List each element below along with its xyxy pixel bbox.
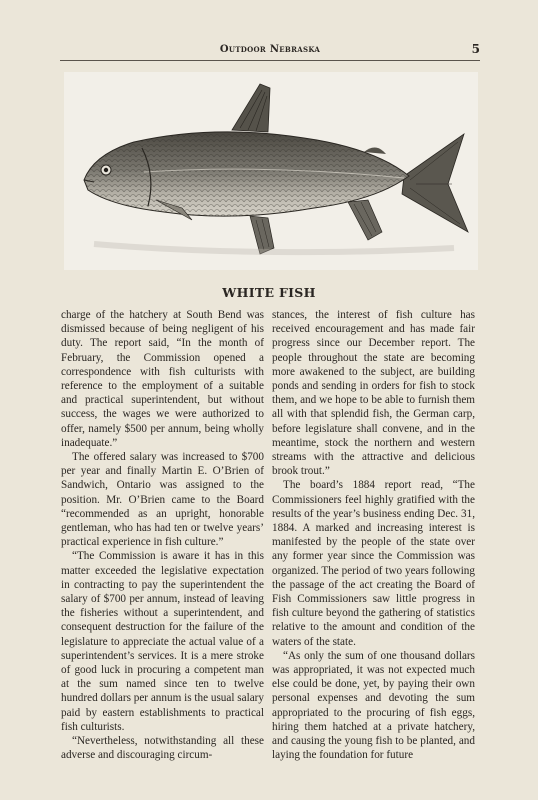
white-fish-icon — [64, 72, 478, 270]
paragraph: charge of the hatchery at South Bend was dismissed because of being negligent of his duty. The report said, “In the month of February, the Commission opened a correspondence with fish culturists with reference to the employment of a suitable and practical superintendent, but without success, the wages we were authorized to offer, namely $500 per annum, being wholly inadequate.” — [61, 309, 264, 449]
paragraph: stances, the interest of fish culture has received encouragement and has made fair progress since our December report. The people throughout the state are becoming more awakened to the subject, are building ponds and sending in orders for fish to stock them, and we hope to be able to furnish them all with that splendid fish, the German carp, before legislature shall convene, and in the meantime, stock the northern and western streams with the attractive and delicious brook trout.” — [272, 309, 475, 478]
fish-illustration — [64, 72, 478, 270]
paragraph: The board’s 1884 report read, “The Commissioners feel highly gratified with the results of the year’s business ending Dec. 31, 1884. A marked and increasing interest is manifested by the people of the state over any former year since the Commission was organized. The period of two years following the passage of the act creating the Board of Fish Commissioners saw little progress in fish culture beyond the gathering of statistics relative to the amount and condition of the waters of the state. — [272, 479, 475, 648]
publication-title: Outdoor Nebraska — [219, 44, 321, 55]
figure-caption: WHITE FISH — [222, 285, 316, 300]
left-column — [61, 308, 264, 763]
running-header — [60, 44, 480, 61]
paragraph: “As only the sum of one thousand dollars was appropriated, it was not expected much else could be done, yet, by paying their own personal expenses and devoting the sum appropriated to the procuring of fish eggs, hiring them hatched at a private hatchery, and causing the young fish to be planted, and laying the foundation for future — [272, 649, 475, 762]
paragraph: “The Commission is aware it has in this matter exceeded the legislative expectation in contracting to pay the superintendent the salary of $700 per annum, instead of leaving the fisheries without a superintendent, and consequent destruction for the failure of the legislature to appreciate the actual value of a superintendent’s services. It is a mere stroke of good luck in procuring a competent man at the sum named since ten to twelve hundred dollars per annum is the usual salary paid by eastern establishments to practical fish culturists. — [61, 550, 264, 733]
right-column — [272, 308, 475, 763]
paragraph: The offered salary was increased to $700 per year and finally Martin E. O’Brien of Sandwich, Ontario was assigned to the position. Mr. O’Brien came to the Board “recommended as an upright, honorable gentleman, who has had ten or twelve years’ practical experience in fish culture.” — [61, 451, 264, 549]
page-number: 5 — [471, 42, 480, 56]
paragraph: “Nevertheless, notwithstanding all these adverse and discouraging circum- — [61, 735, 264, 762]
